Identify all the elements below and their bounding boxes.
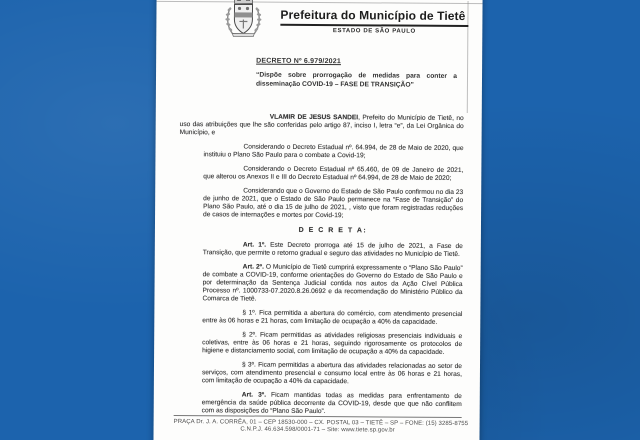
section-paragraph: § 1º. Fica permitida a abertura do comércio, com atendimento presencial entre às 06 horas e 21 horas, com limitação de ocupação a 40% da capacidade. — [202, 309, 463, 326]
decree-body — [178, 113, 464, 423]
article-paragraph: Art. 3º. Ficam mantidas todas as medidas para enfrentamento de emergência da saúde pública decorrente da COVID-19, desde que que não conflitem com as disposições do “Plano São Paulo”. — [201, 391, 462, 416]
footer-address-line: PRAÇA Dr. J. A. CORRÊA, 01 – CEP 18530-000 – CX. POSTAL 03 – TIETÊ – SP – FONE: (15) 3285-8755 — [173, 418, 469, 428]
section-paragraph: § 2º. Ficam permitidas as atividades religiosas presenciais individuais e coletivas, entre às 06 horas e 21 horas, seguindo rigorosamente os protocolos de higiene e distanciamento social, com limitação de ocupação a 40% da capacidade. — [202, 331, 463, 356]
mayor-name: VLAMIR DE JESUS SANDEI — [269, 113, 359, 122]
preamble-paragraph: VLAMIR DE JESUS SANDEI, Prefeito do Município de Tietê, no uso das atribuições que lhe são conferidas pelo artigo 87, inciso I, letra “e”, da Lei Orgânica do Município, e — [179, 113, 464, 137]
coat-of-arms-icon — [222, 0, 264, 40]
letterhead-footer — [173, 415, 469, 435]
preamble-paragraph: Considerando o Decreto Estadual nº 65.460, de 09 de Janeiro de 2021, que alterou os Anexos II e III do Decreto Estadual nº 64.994, de 28 de Maio de 2020; — [203, 165, 464, 182]
enacting-formula: D E C R E T A: — [298, 226, 368, 235]
decree-page — [153, 0, 482, 440]
state-line: ESTADO DE SÃO PAULO — [332, 28, 416, 35]
footer-cnpj-line: C.N.P.J. 46.634.598/0001-71 – Site: www.tiete.sp.gov.br — [240, 426, 395, 434]
article-paragraph: Art. 2º. O Município de Tietê cumprirá expressamente o “Plano São Paulo” de combate a COVID-19, conforme orientações do Governo do Estado de São Paulo e por determinação da Sentença Judicial contida nos autos da Ação Cível Pública Processo nº. 1000733-07.2020.8.26.0692 e da recomendação do Ministério Público da Comarca de Tietê. — [202, 263, 463, 303]
section-paragraph: § 3º. Ficam permitidas a abertura das atividades relacionadas ao setor de serviços, com atendimento presencial e consumo local entre às 06 horas e 21 horas, com limitação de ocupação a 40% da capacidade. — [201, 361, 463, 386]
letterhead — [156, 0, 482, 47]
decree-epigraph: “Dispõe sobre prorrogação de medidas para conter a disseminação COVID-19 – FASE DE TRANSIÇÃO” — [255, 71, 458, 89]
decree-number-heading: DECRETO Nº 6.979/2021 — [256, 57, 341, 66]
preamble-paragraph: Considerando que o Governo do Estado de São Paulo confirmou no dia 23 de junho de 2021, que o Estado de São Paulo permanece na “Fase de Transição” do Plano São Paulo, até o dia 15 de julho de 2021, , visto que foram registradas reduções de casos de internações e mortes por Covid-19; — [203, 187, 464, 220]
municipality-name: Prefeitura do Município de Tietê — [280, 8, 468, 27]
article-paragraph: Art. 1º. Este Decreto prorroga até 15 de julho de 2021, a Fase de Transição, que permite o retorno gradual e seguro das atividades no Município de Tietê. — [202, 241, 463, 258]
preamble-paragraph: Considerando o Decreto Estadual nº. 64.994, de 28 de Maio de 2020, que instituiu o Plano São Paulo para o combate a Covid-19; — [203, 143, 464, 160]
